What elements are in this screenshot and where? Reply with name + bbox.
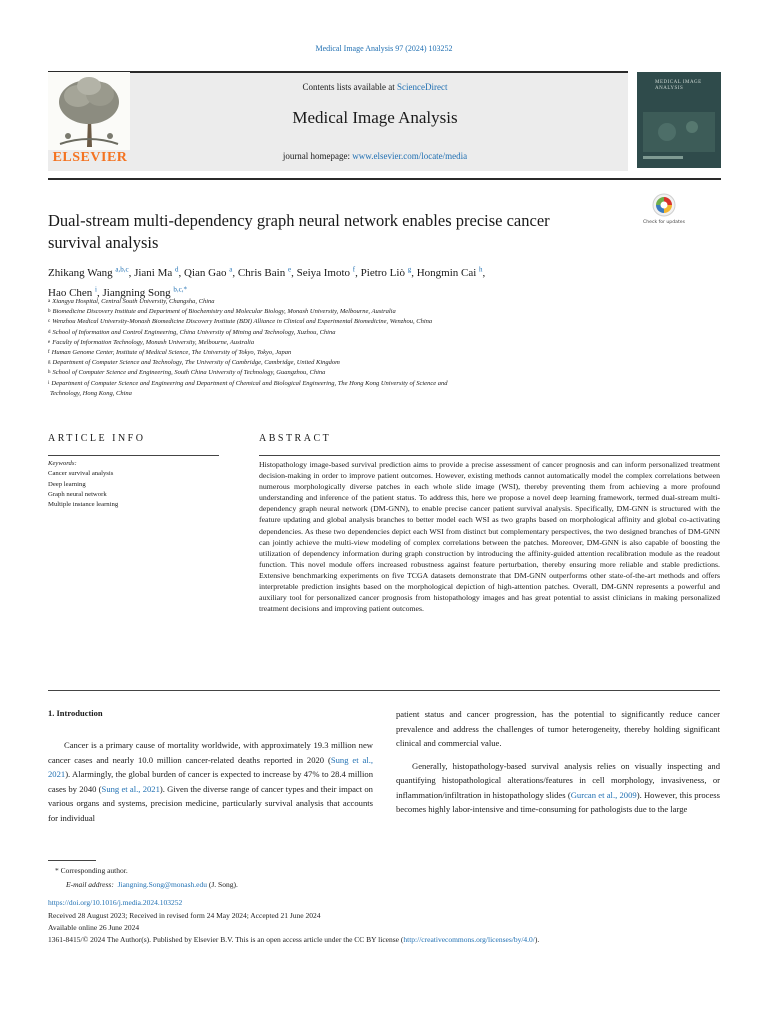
section-heading-introduction: 1. Introduction (48, 708, 103, 718)
abstract-bottom-divider (48, 690, 720, 691)
email-label: E-mail address: (66, 880, 114, 889)
journal-reference-link[interactable]: Medical Image Analysis 97 (2024) 103252 (315, 44, 453, 53)
contents-prefix: Contents lists available at (302, 82, 397, 92)
license-link[interactable]: http://creativecommons.org/licenses/by/4.0/ (403, 935, 535, 944)
body-column-right (396, 707, 720, 825)
author[interactable]: Jiani Ma $^d$, (134, 265, 185, 279)
article-info-heading: ARTICLE INFO (48, 433, 146, 444)
article-info-divider (48, 455, 219, 456)
elsevier-wordmark: ELSEVIER (52, 150, 128, 165)
footnote-divider (48, 860, 96, 861)
license-statement: 1361-8415/© 2024 The Author(s). Published by Elsevier B.V. This is an open access article under the CC BY license (http://creativecommons.org/licenses/by/4.0/). (48, 935, 540, 944)
affiliation: $^g$ Department of Computer Science and Technology, The University of Cambridge, Cambridge, United Kingdom (48, 359, 340, 367)
paper-title (48, 210, 638, 254)
doi-link[interactable]: https://doi.org/10.1016/j.media.2024.103252 (48, 898, 183, 907)
affiliation: $^e$ Faculty of Information Technology, Monash University, Melbourne, Australia (48, 338, 255, 346)
email-suffix: (J. Song). (207, 880, 238, 889)
affiliation: $^h$ School of Computer Science and Engineering, South China University of Technology, Guangzhou, China (48, 369, 326, 377)
author[interactable]: Qian Gao $^a$, (184, 265, 238, 279)
cover-title: MEDICAL IMAGE ANALYSIS (655, 80, 702, 91)
journal-homepage-line (130, 151, 620, 161)
check-for-updates-badge[interactable] (643, 192, 685, 232)
author[interactable]: Hao Chen $^i$, (48, 285, 103, 300)
journal-homepage-link[interactable]: www.elsevier.com/locate/media (352, 151, 468, 161)
email-footnote (66, 880, 238, 889)
keyword: Graph neural network (48, 490, 107, 498)
homepage-prefix: journal homepage: (282, 151, 353, 161)
affiliation: Technology, Hong Kong, China (50, 389, 132, 397)
affiliation: $^f$ Human Genome Center, Institute of Medical Science, The University of Tokyo, Tokyo, Japan (48, 349, 292, 357)
affiliation: $^d$ School of Information and Control Engineering, China University of Mining and Technology, Xuzhou, China (48, 328, 336, 336)
abstract-divider (259, 455, 720, 456)
affiliation: $^i$ Department of Computer Science and Engineering and Department of Chemical and Biological Engineering, The Hong Kong University of Science and (48, 379, 448, 387)
body-column-left (48, 738, 373, 833)
affiliation: $^b$ Biomedicine Discovery Institute and Department of Biochemistry and Molecular Biology, Monash University, Melbourne, Australia (48, 308, 396, 316)
affiliation: $^a$ Xiangya Hospital, Central South University, Changsha, China (48, 298, 215, 305)
abstract-heading: ABSTRACT (259, 433, 332, 444)
body-paragraph: patient status and cancer progression, has the potential to significantly reduce cancer prevalence and address the challenges of tumor heterogeneity, thereby holding significant clinical and commercial value. (396, 709, 720, 748)
citation-link[interactable]: Sung et al., 2021 (48, 754, 374, 779)
received-dates: Received 28 August 2023; Received in revised form 24 May 2024; Accepted 21 June 2024 (48, 911, 321, 920)
title-line: survival analysis (48, 233, 159, 252)
contents-lists-line (130, 82, 620, 92)
keywords-block (48, 459, 219, 510)
author[interactable]: Chris Bain $^e$, (237, 265, 297, 279)
author[interactable]: Pietro Liò $^g$, (360, 265, 417, 279)
keyword: Multiple instance learning (48, 501, 119, 509)
corresponding-author-note: * Corresponding author. (55, 866, 128, 875)
keyword: Cancer survival analysis (48, 470, 114, 478)
author[interactable]: Seiya Imoto $^f$, (296, 265, 361, 279)
citation-link[interactable]: Sung et al., 2021 (101, 783, 160, 794)
abstract-text: Histopathology image-based survival prediction aims to provide a precise assessment of cancer prognosis and can inform personalized treatment decision-making in order to improve patient outcomes. However, existing methods cannot automatically model the complex correlations between numerous morphologically diverse patches in each whole slide image (WSI), thereby preventing them from achieving a more profound understanding and inference of the patient status. To address this, here we propose a novel deep learning framework, termed dual-stream multi-dependency graph neural network (DM-GNN), to enable precise cancer patient survival analysis. Specifically, DM-GNN is structured with the feature updating and global analysis branches to better model each WSI as two graphs based on morphological affinity and global co-activating dependencies. As these two dependencies depict each WSI from distinct but complementary perspectives, the two designed branches of DM-GNN can jointly achieve the multi-view modeling of complex correlations between the patches. Moreover, DM-GNN is also capable of boosting the utilization of dependency information during graph construction by introducing the affinity-guided attention recalibration module as the readout function. This novel module offers increased robustness against feature perturbation, thereby ensuring more reliable and stable predictions. Extensive benchmarking experiments on five TCGA datasets demonstrate that DM-GNN outperforms other state-of-the-art methods and offers interpretable prediction insights based on the morphological depiction of high-attention patches. Overall, DM-GNN represents a powerful and auxiliary tool for personalized cancer prognosis from histopathology images and has great potential to assist clinicians in making personalized treatment decisions and improving patient outcomes. (259, 460, 720, 614)
body-paragraph: Generally, histopathology-based survival analysis relies on visually inspecting and quantifying histopathological alterations/features in cell morphology, invasiveness, or inflammation/infiltration in histopathology slides (Gurcan et al., 2009). However, this process becomes highly labor-intensive and time-consuming for pathologists due to the large (396, 760, 721, 814)
title-line: Dual-stream multi-dependency graph neural network enables precise cancer (48, 211, 550, 230)
author[interactable]: Zhikang Wang $^{a,b,c}$, (48, 265, 135, 279)
check-updates-label: Check for updates (643, 220, 685, 225)
author[interactable]: Hongmin Cai $^h$, (416, 265, 486, 279)
affiliations-list (48, 297, 720, 399)
affiliation: $^c$ Wenzhou Medical University-Monash Biomedicine Discovery Institute (BDI) Alliance in Clinical and Experimental Biomedicine, Wenzhou, China (48, 318, 433, 326)
author-email-link[interactable]: Jiangning.Song@monash.edu (117, 880, 207, 889)
header-divider (48, 178, 721, 180)
citation-link[interactable]: Gurcan et al., 2009 (570, 789, 637, 800)
keyword: Deep learning (48, 480, 86, 488)
author[interactable]: Jiangning Song $^{b,c,*}$ (102, 285, 188, 300)
journal-title: Medical Image Analysis (292, 108, 458, 127)
body-paragraph: Cancer is a primary cause of mortality worldwide, with approximately 19.3 million new cancer cases and nearly 10.0 million cancer-related deaths reported in 2020 (Sung et al., 2021). Alarmingly, the global burden of cancer is expected to increase by 47% to 28.4 million cases by 2040 (Sung et al., 2021). Given the diverse range of cancer types and their impact on various organs and systems, precision medicine, particularly survival analysis that accounts for individual (48, 740, 374, 823)
sciencedirect-link[interactable]: ScienceDirect (397, 82, 448, 92)
available-online-date: Available online 26 June 2024 (48, 923, 140, 932)
keywords-label: Keywords: (48, 460, 77, 467)
